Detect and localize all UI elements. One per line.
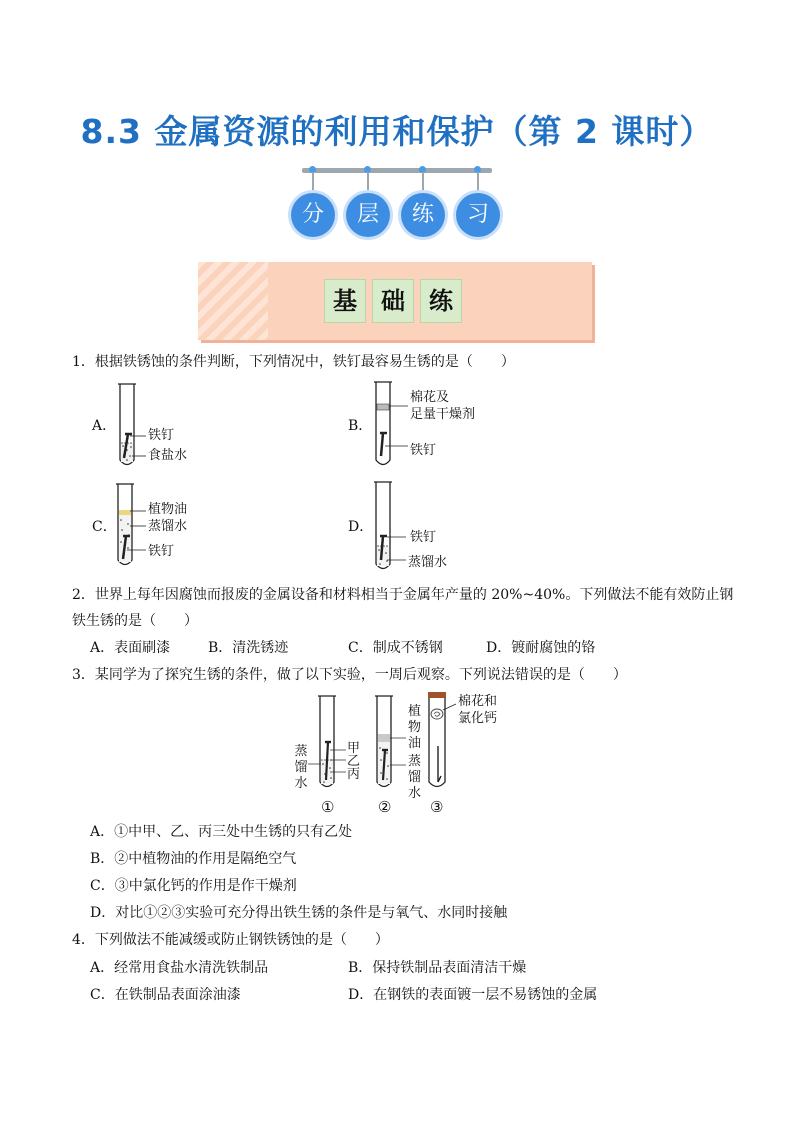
banner-char-lian: 练 [420,279,462,323]
mark-jia: 甲 [347,741,361,756]
banner-char-chu: 础 [372,279,414,323]
q1-a-label-saltwater: 食盐水 [148,448,188,463]
q1-c-label-oil: 植物油 [148,502,188,517]
q1-c-label-water: 蒸馏水 [148,519,188,534]
q3-left-label [294,744,308,792]
banner-stripes [198,262,268,340]
badge-fen: 分 [291,193,335,237]
q4-option-b: B．保持铁制品表面清洁干燥 [348,960,527,976]
q3-left-char: 馏 [294,760,308,775]
q4-option-a: A．经常用食盐水清洗铁制品 [90,960,269,976]
badge-ceng: 层 [346,193,390,237]
q4-option-c: C．在铁制品表面涂油漆 [90,987,241,1003]
rail-stick [422,172,424,194]
badge-xi: 习 [456,193,500,237]
q1-c-label-nail: 铁钉 [148,544,175,559]
q3-water-label [408,754,422,802]
q4-stem: 4．下列做法不能减缓或防止钢铁锈蚀的是（ ） [72,932,389,948]
q3-stem: 3．某同学为了探究生锈的条件，做了以下实验，一周后观察。下列说法错误的是（ ） [72,667,627,683]
q3-water-char: 蒸 [408,754,422,769]
page-title: 8.3 金属资源的利用和保护（第 2 课时） [80,112,714,151]
q1-option-c-letter: C． [92,519,117,535]
q2-option-d: D．镀耐腐蚀的铬 [486,640,596,656]
q3-option-c: C．③中氯化钙的作用是作干燥剂 [90,878,297,894]
q3-oil-char: 油 [408,736,422,751]
q2-stem-line2: 铁生锈的是（ ） [72,613,198,629]
q1-a-label-nail: 铁钉 [148,428,175,443]
q1-b-label-cotton: 棉花及 [410,390,450,405]
q3-left-char: 水 [294,776,308,791]
q1-d-label-water: 蒸馏水 [408,555,448,570]
q3-top-label-1: 棉花和 [458,694,498,709]
mark-yi: 乙 [347,754,361,769]
section-badges [290,166,502,246]
badge-rail [302,168,492,173]
q1-stem: 1．根据铁锈蚀的条件判断，下列情况中，铁钉最容易生锈的是（ ） [72,354,515,370]
q1-option-b-letter: B． [348,418,373,434]
rail-stick [367,172,369,194]
q3-water-char: 馏 [408,770,422,785]
q3-oil-label [408,704,422,752]
q2-option-b: B．清洗锈迹 [208,640,289,656]
q2-stem-line1: 2．世界上每年因腐蚀而报废的金属设备和材料相当于金属年产量的 20%~40%。下列做法不能有效防止钢 [72,587,734,603]
q3-option-b: B．②中植物油的作用是隔绝空气 [90,851,297,867]
q3-top-label-2: 氯化钙 [458,711,498,726]
q1-option-d-letter: D． [348,519,374,535]
q1-d-label-nail: 铁钉 [410,530,437,545]
q3-number-1: ① [321,798,335,816]
mark-bing: 丙 [347,767,361,782]
q3-number-3: ③ [430,798,444,816]
q2-option-a: A．表面刷漆 [90,640,171,656]
rail-stick [477,172,479,194]
q3-number-2: ② [378,798,392,816]
q1-b-label-desiccant: 足量干燥剂 [410,407,476,422]
q3-water-char: 水 [408,786,422,801]
q3-oil-char: 物 [408,720,422,735]
q1-b-label-nail: 铁钉 [410,443,437,458]
q3-option-a: A．①中甲、乙、丙三处中生锈的只有乙处 [90,824,353,840]
badge-lian: 练 [401,193,445,237]
q3-oil-char: 植 [408,704,422,719]
banner-char-ji: 基 [324,279,366,323]
q4-option-d: D．在钢铁的表面镀一层不易锈蚀的金属 [348,987,598,1003]
rail-stick [312,172,314,194]
q1-option-a-letter: A． [92,418,117,434]
q2-option-c: C．制成不锈钢 [348,640,443,656]
section-banner [198,262,592,340]
q3-marks [347,742,361,781]
q3-option-d: D．对比①②③实验可充分得出铁生锈的条件是与氧气、水同时接触 [90,905,508,921]
q3-left-char: 蒸 [294,744,308,759]
